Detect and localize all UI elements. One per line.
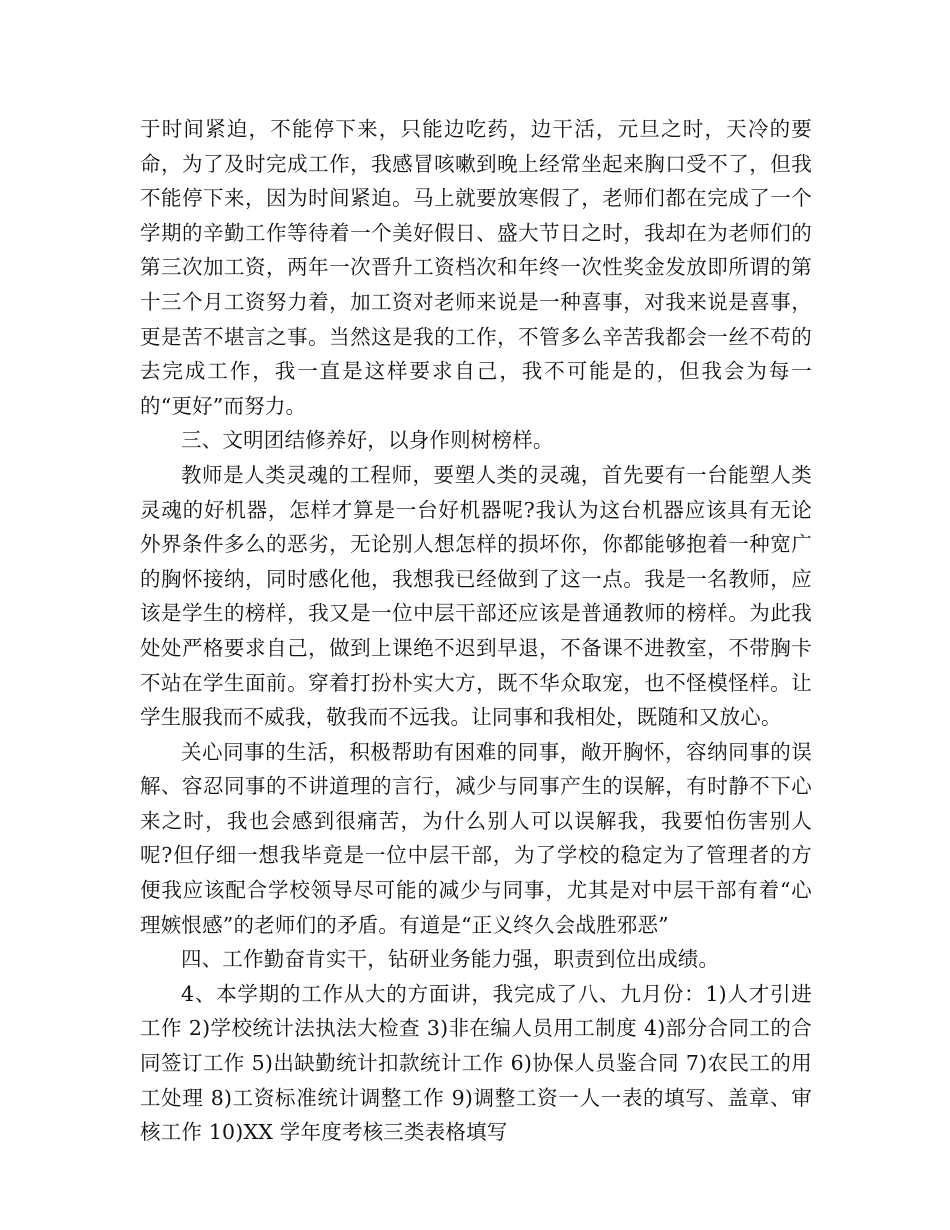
paragraph: 关心同事的生活，积极帮助有困难的同事，敞开胸怀，容纳同事的误解、容忍同事的不讲道理的言行，减少与同事产生的误解，有时静不下心来之时，我也会感到很痛苦，为什么别人可以误解我，我要怕伤害别人呢?但仔细一想我毕竟是一位中层干部，为了学校的稳定为了管理者的方便我应该配合学校领导尽可能的减少与同事，尤其是对中层干部有着“心理嫉恨感”的老师们的矛盾。有道是“正义终久会战胜邪恶” xyxy=(140,739,812,937)
section-heading: 四、工作勤奋肯实干，钻研业务能力强，职责到位出成绩。 xyxy=(181,947,720,972)
paragraph: 于时间紧迫，不能停下来，只能边吃药，边干活，元旦之时，天冷的要命，为了及时完成工作，我感冒咳嗽到晚上经常坐起来胸口受不了，但我不能停下来，因为时间紧迫。马上就要放寒假了，老师们都在完成了一个学期的辛勤工作等待着一个美好假日、盛大节日之时，我却在为老师们的第三次加工资，两年一次晋升工资档次和年终一次性奖金发放即所谓的第十三个月工资努力着，加工资对老师来说是一种喜事，对我来说是喜事，更是苦不堪言之事。当然这是我的工作，不管多么辛苦我都会一丝不苟的去完成工作，我一直是这样要求自己，我不可能是的，但我会为每一的“更好”而努力。 xyxy=(140,117,812,418)
section-heading: 三、文明团结修养好，以身作则树榜样。 xyxy=(181,428,554,453)
document-page xyxy=(140,112,812,1150)
paragraph: 教师是人类灵魂的工程师，要塑人类的灵魂，首先要有一台能塑人类灵魂的好机器，怎样才算是一台好机器呢?我认为这台机器应该具有无论外界条件多么的恶劣，无论别人想怎样的损坏你，你都能够抱着一种宽广的胸怀接纳，同时感化他，我想我已经做到了这一点。我是一名教师，应该是学生的榜样，我又是一位中层干部还应该是普通教师的榜样。为此我处处严格要求自己，做到上课绝不迟到早退，不备课不进教室，不带胸卡不站在学生面前。穿着打扮朴实大方，既不华众取宠，也不怪模怪样。让学生服我而不威我，敬我而不远我。让同事和我相处，既随和又放心。 xyxy=(140,462,812,730)
paragraph: 4、本学期的工作从大的方面讲，我完成了八、九月份：1)人才引进工作 2)学校统计法执法大检查 3)非在编人员用工制度 4)部分合同工的合同签订工作 5)出缺勤统计扣款统计工作 6)协保人员鉴合同 7)农民工的用工处理 8)工资标准统计调整工作 9)调整工资一人一表的填写、盖章、审核工作 10)XX 学年度考核三类表格填写 xyxy=(140,981,812,1145)
